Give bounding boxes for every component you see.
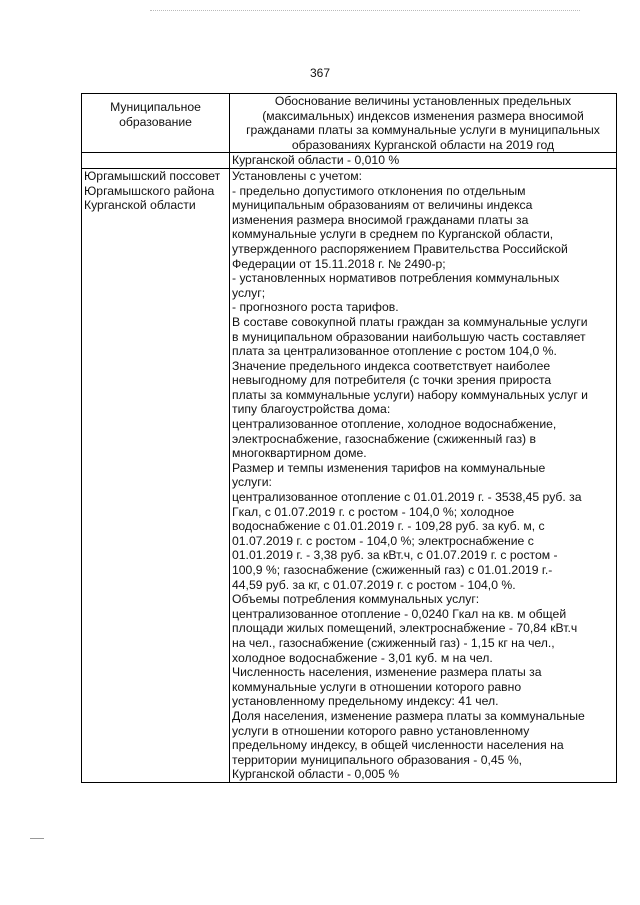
- justification-text: Установлены с учетом: - предельно допустимого отклонения по отдельным муниципальным образованиям от величины индекса изменения размера вносимой гражданами платы за коммунальные услуги в среднем по Курганской области, утвержденного распоряжением Правительства Российской Федерации от 15.11.2018 г. № 2490-р; - установленных нормативов потребления коммунальных услуг; - прогнозного роста тарифов. В составе совокупной платы граждан за коммунальные услуги в муниципальном образовании наибольшую часть составляет плата за централизованное отопление с ростом 104,0 %. Значение предельного индекса соответствует наиболее невыгодному для потребителя (с точки зрения прироста платы за коммунальные услуги) набору коммунальных услуг и типу благоустройства дома: централизованное отопление, холодное водоснабжение, электроснабжение, газоснабжение (сжиженный газ) в многоквартирном доме. Размер и темпы изменения тарифов на коммунальные услуги: централизованное отопление с 01.01.2019 г. - 3538,45 руб. за Гкал, с 01.07.2019 г. с ростом - 104,0 %; холодное водоснабжение с 01.01.2019 г. - 109,28 руб. за куб. м, с 01.07.2019 г. с ростом - 104,0 %; электроснабжение с 01.01.2019 г. - 3,38 руб. за кВт.ч, с 01.07.2019 г. с ростом - 100,9 %; газоснабжение (сжиженный газ) с 01.01.2019 г.- 44,59 руб. за кг, с 01.07.2019 г. с ростом - 104,0 %. Объемы потребления коммунальных услуг: централизованное отопление - 0,0240 Гкал на кв. м общей площади жилых помещений, электроснабжение - 70,84 кВт.ч на чел., газоснабжение (сжиженный газ) - 1,15 кг на чел., холодное водоснабжение - 3,01 куб. м на чел. Численность населения, изменение размера платы за коммунальные услуги в отношении которого равно установленному предельному индексу: 41 чел. Доля населения, изменение размера платы за коммунальные услуги в отношении которого равно установленному предельному индексу, в общей численности населения на территории муниципального образования - 0,45 %, Курганской области - 0,005 %: [230, 168, 617, 782]
- table-row: [82, 168, 617, 782]
- header-municipality: Муниципальное образование: [82, 94, 230, 153]
- scan-artifact-line: [150, 10, 580, 13]
- table-header-row: [82, 94, 617, 153]
- header-justification: Обоснование величины установленных предельных (максимальных) индексов изменения размера вносимой гражданами платы за коммунальные услуги в муниципальных образованиях Курганской области на 2019 год: [230, 94, 617, 153]
- page-number: 367: [309, 66, 331, 80]
- continuation-justification-cell: Курганской области - 0,010 %: [230, 153, 617, 169]
- municipality-name: Юргамышский поссовет Юргамышского района Курганской области: [82, 168, 230, 782]
- tariff-justification-table: [81, 93, 617, 783]
- continuation-row: [82, 153, 617, 169]
- continuation-municipality-cell: [82, 153, 230, 169]
- scan-artifact-mark: [30, 838, 44, 839]
